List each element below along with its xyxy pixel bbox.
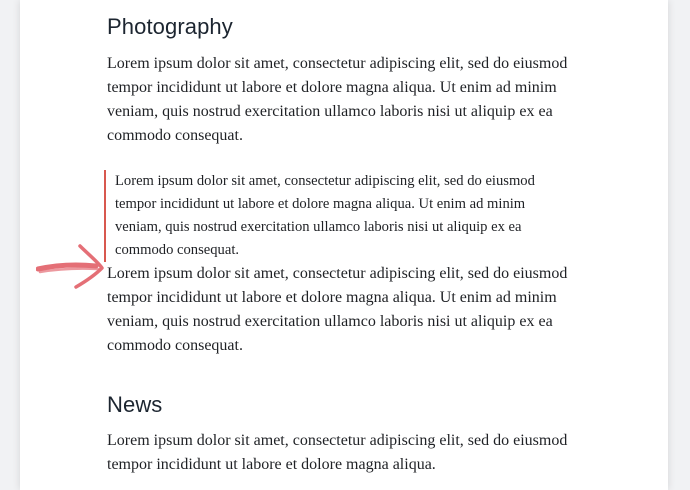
hand-drawn-arrow-icon bbox=[36, 240, 120, 292]
photography-paragraph: Lorem ipsum dolor sit amet, consectetur adipiscing elit, sed do eiusmod tempor incididunt ut labore et dolore magna aliqua. Ut enim ad minim veniam, quis nostrud exercitation ullamco laboris nisi ut aliquip ex ea commodo consequat. bbox=[107, 55, 568, 144]
blockquote: Lorem ipsum dolor sit amet, consectetur adipiscing elit, sed do eiusmod tempor incididunt ut labore et dolore magna aliqua. Ut enim ad minim veniam, quis nostrud exercitation ullamco laboris nisi ut aliquip ex ea commodo consequat. bbox=[104, 170, 575, 262]
news-paragraph: Lorem ipsum dolor sit amet, consectetur adipiscing elit, sed do eiusmod tempor incididunt ut labore et dolore magna aliqua. bbox=[107, 432, 568, 473]
section-heading-photography: Photography bbox=[107, 14, 233, 39]
paragraph-after-quote: Lorem ipsum dolor sit amet, consectetur adipiscing elit, sed do eiusmod tempor incididunt ut labore et dolore magna aliqua. Ut enim ad minim veniam, quis nostrud exercitation ullamco laboris nisi ut aliquip ex ea commodo consequat. bbox=[107, 265, 568, 354]
section-heading-news: News bbox=[107, 392, 163, 417]
article-page bbox=[20, 0, 668, 490]
